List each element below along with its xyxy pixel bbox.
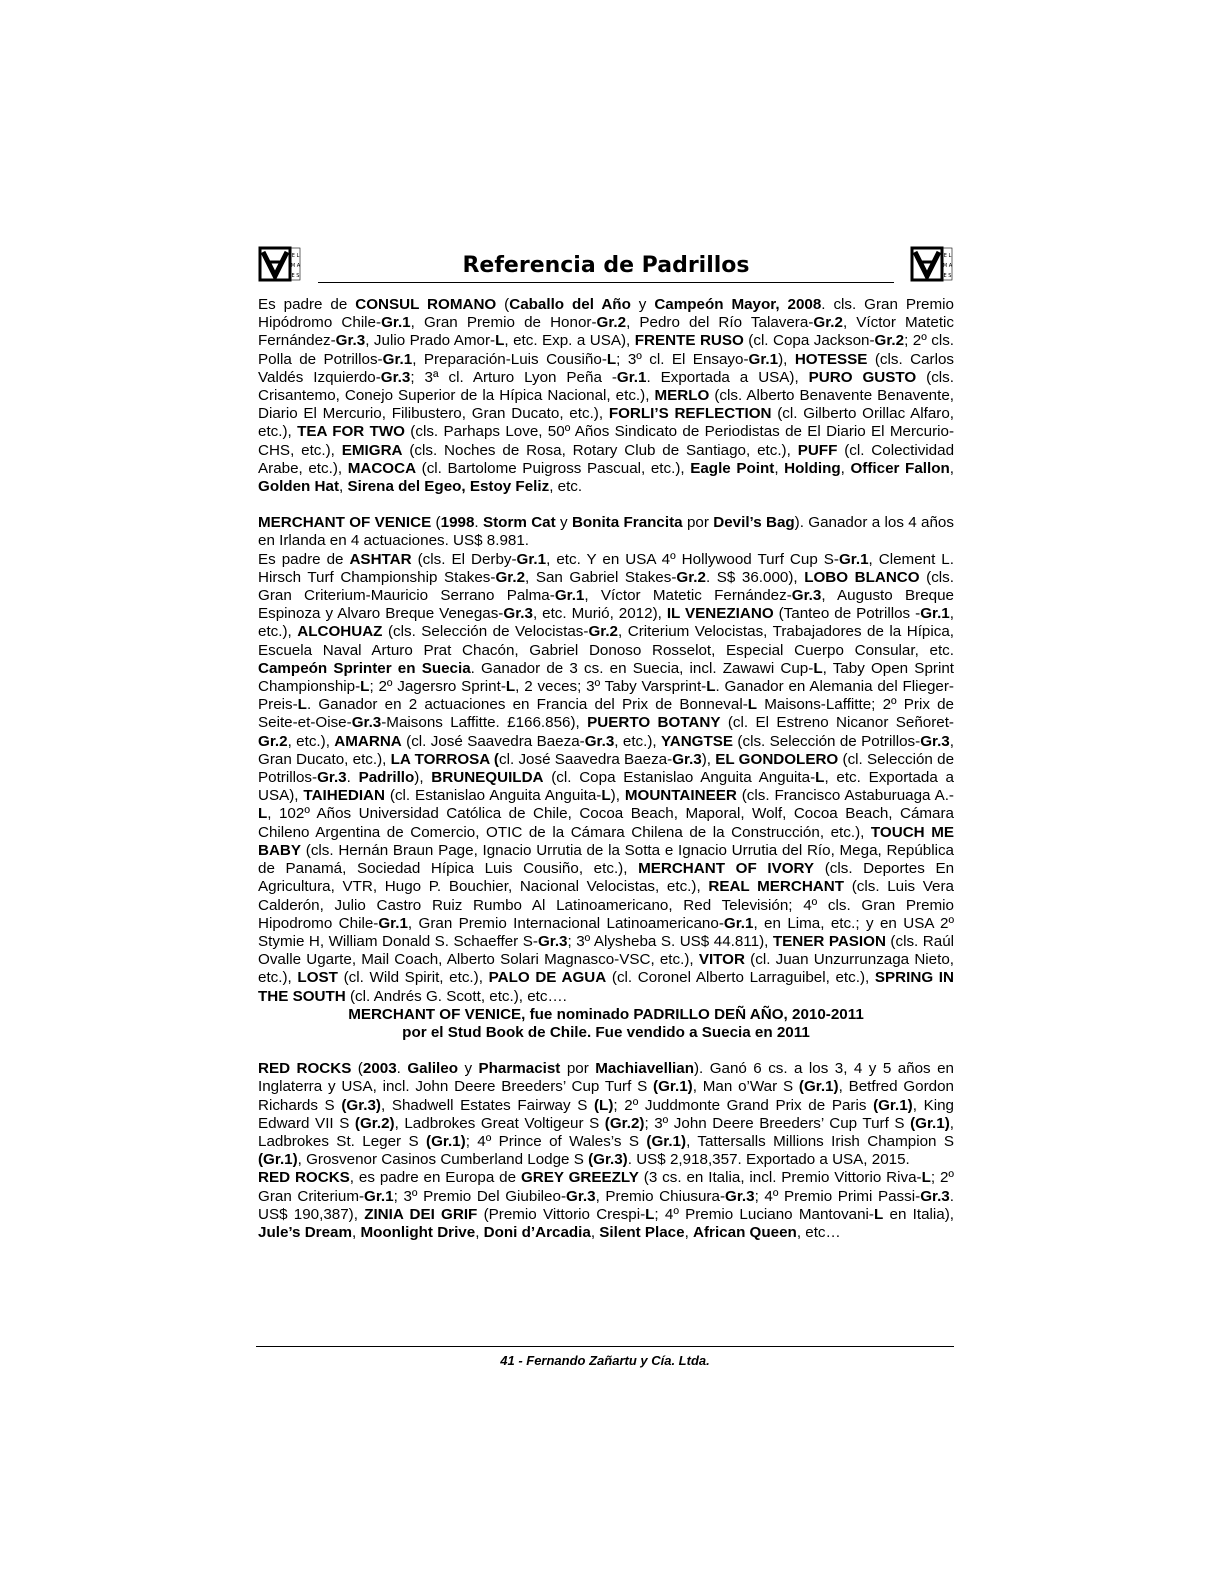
merchant-note-line2: por el Stud Book de Chile. Fue vendido a Suecia en 2011 — [402, 1023, 810, 1041]
red-rocks-progeny: RED ROCKS, es padre en Europa de GREY GREEZLY (3 cs. en Italia, incl. Premio Vittorio Riva-L; 2º Gran Criterium-Gr.1; 3º Premio Del Giubileo-Gr.3, Premio Chiusura-Gr.3; 4º Premio Primi Passi-Gr.3. US$ 190,387), ZINIA DEI GRIF (Premio Vittorio Crespi-L; 4º Premio Luciano Mantovani-L en Italia), Jule’s Dream, Moonlight Drive, Doni d’Arcadia, Silent Place, African Queen, etc… — [258, 1169, 954, 1241]
consul-romano-paragraph: Es padre de CONSUL ROMANO (Caballo del Año y Campeón Mayor, 2008. cls. Gran Premio Hipódromo Chile-Gr.1, Gran Premio de Honor-Gr.2, Pedro del Río Talavera-Gr.2, Víctor Matetic Fernández-Gr.3, Julio Prado Amor-L, etc. Exp. a USA), FRENTE RUSO (cl. Copa Jackson-Gr.2; 2º cls. Polla de Potrillos-Gr.1, Preparación-Luis Cousiño-L; 3º cl. El Ensayo-Gr.1), HOTESSE (cls. Carlos Valdés Izquierdo-Gr.3; 3ª cl. Arturo Lyon Peña -Gr.1. Exportada a USA), PURO GUSTO (cls. Crisantemo, Conejo Superior de la Hípica Nacional, etc.), MERLO (cls. Alberto Benavente Benavente, Diario El Mercurio, Filibustero, Gran Ducato, etc.), FORLI’S REFLECTION (cl. Gilberto Orillac Alfaro, etc.), TEA FOR TWO (cls. Parhaps Love, 50º Años Sindicato de Periodistas de El Diario El Mercurio-CHS, etc.), EMIGRA (cls. Noches de Rosa, Rotary Club de Santiago, etc.), PUFF (cl. Colectividad Arabe, etc.), MACOCA (cl. Bartolome Puigross Pascual, etc.), Eagle Point, Holding, Officer Fallon, Golden Hat, Sirena del Egeo, Estoy Feliz, etc. — [258, 296, 955, 496]
document-body — [258, 296, 954, 1242]
svg-text:E L: E L — [291, 253, 300, 259]
page-title: Referencia de Padrillos — [318, 252, 894, 283]
stud-logo-icon — [258, 242, 302, 286]
stud-logo-icon — [910, 242, 954, 286]
merchant-of-venice-intro: MERCHANT OF VENICE (1998. Storm Cat y Bonita Francita por Devil’s Bag). Ganador a los 4 años en Irlanda en 4 actuaciones. US$ 8.981. — [258, 514, 954, 550]
merchant-of-venice-progeny: Es padre de ASHTAR (cls. El Derby-Gr.1, etc. Y en USA 4º Hollywood Turf Cup S-Gr.1, Clement L. Hirsch Turf Championship Stakes-Gr.2, San Gabriel Stakes-Gr.2. S$ 36.000), LOBO BLANCO (cls. Gran Criterium-Mauricio Serrano Palma-Gr.1, Víctor Matetic Fernández-Gr.3, Augusto Breque Espinoza y Alvaro Breque Venegas-Gr.3, etc. Murió, 2012), IL VENEZIANO (Tanteo de Potrillos -Gr.1, etc.), ALCOHUAZ (cls. Selección de Velocistas-Gr.2, Criterium Velocistas, Trabajadores de la Hípica, Escuela Naval Arturo Prat Chacón, Gabriel Donoso Rosselot, Especial Cuerpo Consular, etc. Campeón Sprinter en Suecia. Ganador de 3 cs. en Suecia, incl. Zawawi Cup-L, Taby Open Sprint Championship-L; 2º Jagersro Sprint-L, 2 veces; 3º Taby Varsprint-L. Ganador en Alemania del Flieger-Preis-L. Ganador en 2 actuaciones en Francia del Prix de Bonneval-L Maisons-Laffitte; 2º Prix de Seite-et-Oise-Gr.3-Maisons Laffitte. £166.856), PUERTO BOTANY (cl. El Estreno Nicanor Señoret-Gr.2, etc.), AMARNA (cl. José Saavedra Baeza-Gr.3, etc.), YANGTSE (cls. Selección de Potrillos-Gr.3, Gran Ducato, etc.), LA TORROSA (cl. José Saavedra Baeza-Gr.3), EL GONDOLERO (cl. Selección de Potrillos-Gr.3. Padrillo), BRUNEQUILDA (cl. Copa Estanislao Anguita Anguita-L, etc. Exportada a USA), TAIHEDIAN (cl. Estanislao Anguita Anguita-L), MOUNTAINEER (cls. Francisco Astaburuaga A.-L, 102º Años Universidad Católica de Chile, Cocoa Beach, Maporal, Wolf, Cocoa Beach, Cámara Chileno Argentina de Comercio, OTIC de la Cámara Chilena de la Construcción, etc.), TOUCH ME BABY (cls. Hernán Braun Page, Ignacio Urrutia de la Sotta e Ignacio Urrutia del Río, Mega, República de Panamá, Sociedad Hípica Luis Cousiño, etc.), MERCHANT OF IVORY (cls. Deportes En Agricultura, VTR, Hugo P. Bouchier, Nacional Velocistas, etc.), REAL MERCHANT (cls. Luis Vera Calderón, Julio Castro Ruiz Rumbo Al Latinoamericano, Red Televisión; 4º cls. Gran Premio Hipodromo Chile-Gr.1, Gran Premio Internacional Latinoamericano-Gr.1, en Lima, etc.; y en USA 2º Stymie H, William Donald S. Schaeffer S-Gr.3; 3º Alysheba S. US$ 44.811), TENER PASION (cls. Raúl Ovalle Ugarte, Mail Coach, Alberto Solari Magnasco-VSC, etc.), VITOR (cl. Juan Unzurrunzaga Nieto, etc.), LOST (cl. Wild Spirit, etc.), PALO DE AGUA (cl. Coronel Alberto Larraguibel, etc.), SPRING IN THE SOUTH (cl. Andrés G. Scott, etc.), etc…. — [258, 550, 955, 1005]
svg-text:M A: M A — [290, 263, 301, 269]
svg-text:M A: M A — [942, 263, 953, 269]
merchant-note-line1: MERCHANT OF VENICE, fue nominado PADRILLO DEÑ AÑO, 2010-2011 — [348, 1005, 864, 1023]
svg-text:E S: E S — [943, 273, 952, 279]
red-rocks-intro: RED ROCKS (2003. Galileo y Pharmacist por Machiavellian). Ganó 6 cs. a los 3, 4 y 5 años en Inglaterra y USA, incl. John Deere Breeders’ Cup Turf S (Gr.1), Man o’War S (Gr.1), Betfred Gordon Richards S (Gr.3), Shadwell Estates Fairway S (L); 2º Juddmonte Grand Prix de Paris (Gr.1), King Edward VII S (Gr.2), Ladbrokes Great Voltigeur S (Gr.2); 3º John Deere Breeders’ Cup Turf S (Gr.1), Ladbrokes St. Leger S (Gr.1); 4º Prince of Wales’s S (Gr.1), Tattersalls Millions Irish Champion S (Gr.1), Grosvenor Casinos Cumberland Lodge S (Gr.3). US$ 2,918,357. Exportado a USA, 2015. — [258, 1060, 954, 1169]
page-footer: 41 - Fernando Zañartu y Cía. Ltda. — [256, 1346, 954, 1368]
document-page — [258, 238, 954, 1242]
svg-text:E L: E L — [943, 253, 952, 259]
svg-text:E S: E S — [291, 273, 300, 279]
page-header — [258, 238, 954, 288]
